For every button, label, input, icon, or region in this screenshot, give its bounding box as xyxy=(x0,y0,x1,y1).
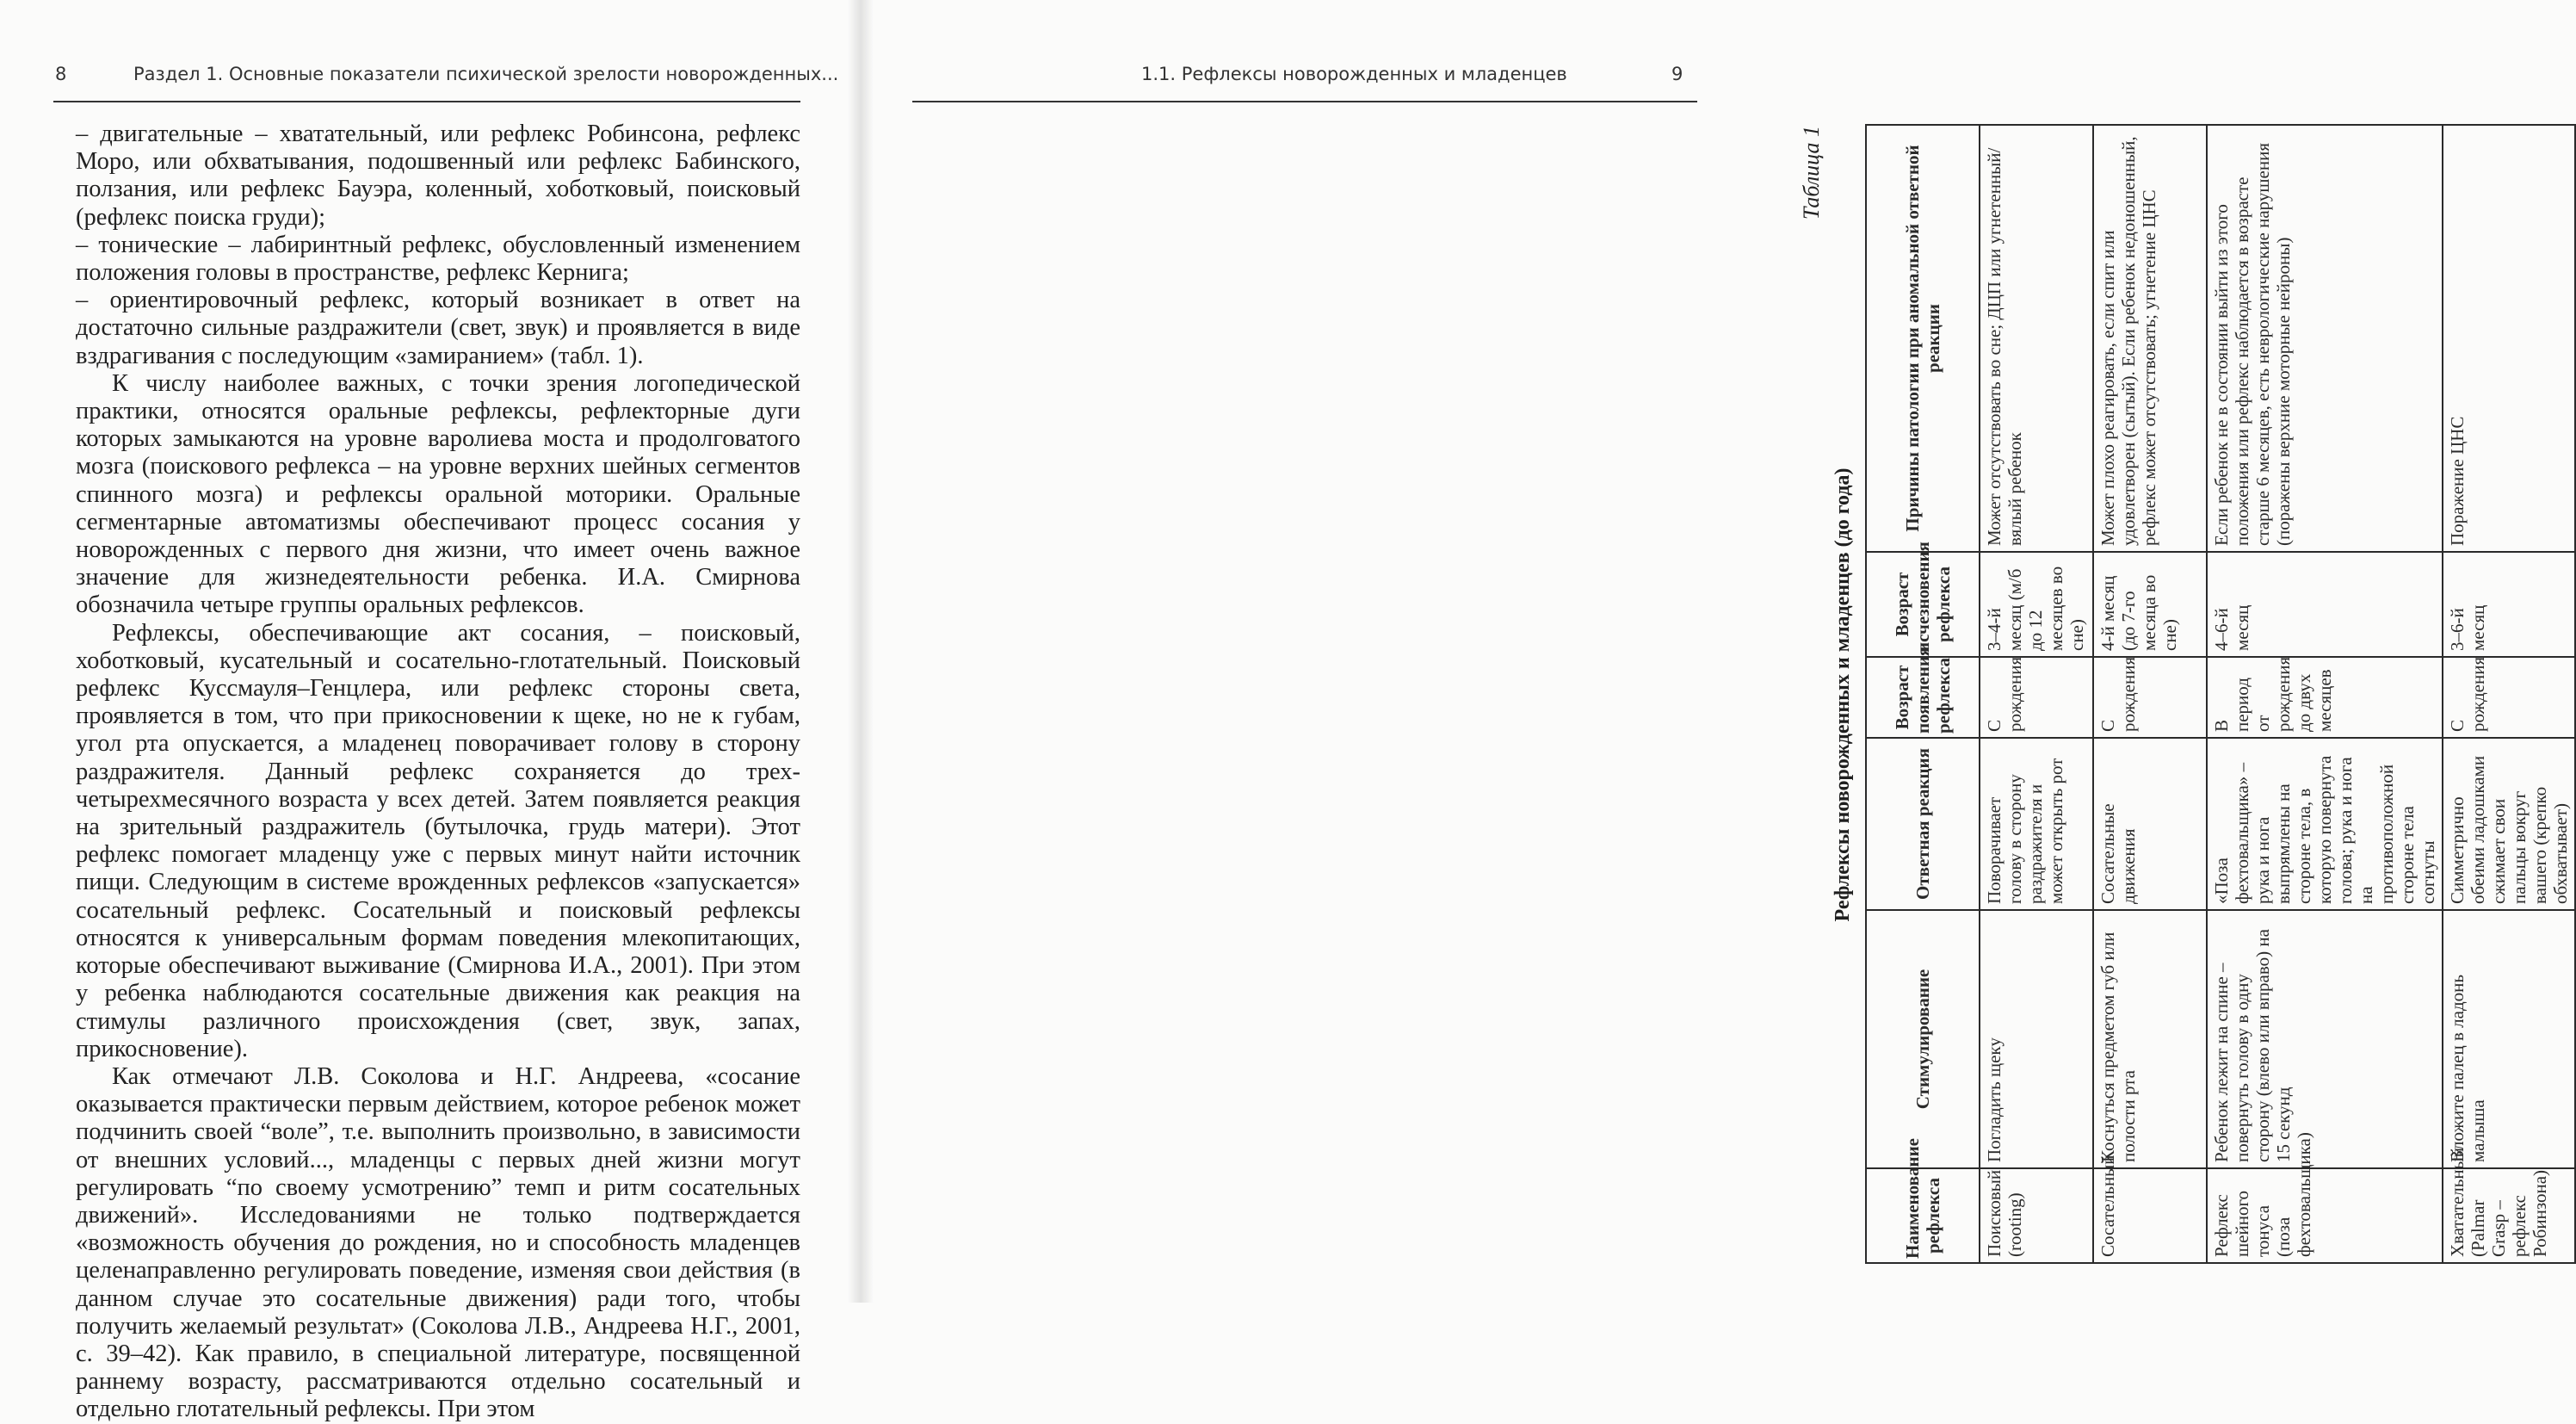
table-cell: Может отсутствовать во сне; ДЦП или угнетенный/вялый ребенок xyxy=(1980,125,2093,552)
table-header-row xyxy=(1866,125,1980,1263)
paragraph: – двигательные – хватательный, или рефлекс Робинсона, рефлекс Моро, или обхватывания, подошвенный или рефлекс Бабинского, ползания, или рефлекс Бауэра, коленный, хоботковый, поисковый (рефлекс поиска груди); xyxy=(76,121,800,231)
table-title: Рефлексы новорожденных и младенцев (до года) xyxy=(1832,467,1854,922)
paragraph: – ориентировочный рефлекс, который возникает в ответ на достаточно сильные раздражители (свет, звук) и проявляется в виде вздрагивания с последующим «замиранием» (табл. 1). xyxy=(76,287,800,369)
reflex-table xyxy=(1865,124,2576,1264)
paragraph: – тонические – лабиринтный рефлекс, обусловленный изменением положения головы в пространстве, рефлекс Кернига; xyxy=(76,231,800,287)
table-caption: Таблица 1 xyxy=(1799,126,1824,220)
table-cell: Сосательный xyxy=(2093,1168,2207,1263)
table-cell: Поисковый (rooting) xyxy=(1980,1168,2093,1263)
paragraph: К числу наиболее важных, с точки зрения логопедической практики, относятся оральные рефлексы, рефлекторные дуги которых замыкаются на уровне варолиева моста и продолговатого мозга (поискового рефлекса – на уровне верхних шейных сегментов спинного мозга) и рефлексы оральной моторики. Оральные сегментарные автоматизмы обеспечивают процесс сосания у новорожденных с первого дня жизни, что имеет очень важное значение для жизнедеятельности ребенка. И.А. Смирнова обозначила четыре группы оральных рефлексов. xyxy=(76,369,800,619)
table-cell: Рефлекс шейного тонуса (поза фехтовальщика) xyxy=(2207,1168,2443,1263)
table-cell: С рождения xyxy=(1980,657,2093,738)
table-cell: Хватательный (Palmar Grasp – рефлекс Робинзона) xyxy=(2443,1168,2575,1263)
right-running-head: 1.1. Рефлексы новорожденных и младенцев xyxy=(1141,64,1567,84)
table-row xyxy=(1980,125,2093,1263)
table-cell: 4–6-й месяц xyxy=(2207,552,2443,657)
header-stimulus: Стимулирование xyxy=(1866,910,1980,1168)
left-page-number: 8 xyxy=(55,64,67,84)
right-page-number: 9 xyxy=(1671,64,1683,84)
table-cell: Ребенок лежит на спине – повернуть голову в одну сторону (влево или вправо) на 15 секунд xyxy=(2207,910,2443,1168)
table-cell: Коснуться предметом губ или полости рта xyxy=(2093,910,2207,1168)
table-cell: Симметрично обеими ладошками сжимает свои пальцы вокруг вашего (крепко обхватывает) xyxy=(2443,738,2575,910)
paragraph: Как отмечают Л.В. Соколова и Н.Г. Андреева, «сосание оказывается практически первым действием, которое ребенок может подчинить своей “воле”, т.е. выполнить произвольно, в зависимости от внешних условий..., младенцы с первых дней жизни могут регулировать “по своему усмотрению” темп и ритм сосательных движений». Исследованиями не только подтверждается «возможность обучения до рождения, но и способность младенцев целенаправленно регулировать поведение, изменяя свои действия (в данном случае это сосательные движения) ради того, чтобы получить желаемый результат» (Соколова Л.В., Андреева Н.Г., 2001, с. 39–42). Как правило, в специальной литературе, посвященной раннему возрасту, рассматриваются отдельно сосательный и отдельно глотательный рефлексы. При этом xyxy=(76,1062,800,1423)
table-cell: С рождения xyxy=(2093,657,2207,738)
table-cell: Поворачивает голову в сторону раздражителя и может открыть рот xyxy=(1980,738,2093,910)
table-row xyxy=(2443,125,2575,1263)
left-header-rule xyxy=(53,101,800,102)
table-cell: Сосательные движения xyxy=(2093,738,2207,910)
table-row xyxy=(2093,125,2207,1263)
left-body-text xyxy=(76,121,800,1424)
table-cell: 4-й месяц (до 7-го месяца во сне) xyxy=(2093,552,2207,657)
right-header-rule xyxy=(912,101,1697,102)
header-age-appear: Возраст появления рефлекса xyxy=(1866,657,1980,738)
table-cell: Если ребенок не в состоянии выйти из этого положения или рефлекс наблюдается в возрасте старше 6 месяцев, есть неврологические нарушения (поражены верхние моторные нейроны) xyxy=(2207,125,2443,552)
left-page xyxy=(0,0,852,1423)
table-cell: Вложите палец в ладонь малыша xyxy=(2443,910,2575,1168)
table-cell: 3–4-й месяц (м/б до 12 месяцев во сне) xyxy=(1980,552,2093,657)
table-cell: С рождения xyxy=(2443,657,2575,738)
table-cell: Поражение ЦНС xyxy=(2443,125,2575,552)
table-cell: 3–6-й месяц xyxy=(2443,552,2575,657)
left-running-head: Раздел 1. Основные показатели психической зрелости новорожденных... xyxy=(133,64,839,84)
header-name: Наименование рефлекса xyxy=(1866,1168,1980,1263)
table-row xyxy=(2207,125,2443,1263)
header-age-disappear: Возраст исчезновения рефлекса xyxy=(1866,552,1980,657)
header-pathology: Причины патологии при аномальной ответной реакции xyxy=(1866,125,1980,552)
paragraph: Рефлексы, обеспечивающие акт сосания, – поисковый, хоботковый, кусательный и сосательно-глотательный. Поисковый рефлекс Куссмауля–Генцлера, или рефлекс стороны света, проявляется в том, что при прикосновении к щеке, но не к губам, угол рта опускается, а младенец поворачивает голову в сторону раздражителя. Данный рефлекс сохраняется до трех-четырехмесячного возраста у всех детей. Затем появляется реакция на зрительный раздражитель (бутылочка, грудь матери). Этот рефлекс помогает младенцу уже с первых минут найти источник пищи. Следующим в системе врожденных рефлексов «запускается» сосательный рефлекс. Сосательный и поисковый рефлексы относятся к универсальным формам поведения млекопитающих, которые обеспечивают выживание (Смирнова И.А., 2001). При этом у ребенка наблюдаются сосательные движения как реакция на стимулы различного происхождения (свет, звук, запах, прикосновение). xyxy=(76,619,800,1062)
table-cell: Погладить щеку xyxy=(1980,910,2093,1168)
right-page xyxy=(869,0,2571,1303)
table-cell: В период от рождения до двух месяцев xyxy=(2207,657,2443,738)
table-cell: «Поза фехтовальщика» – рука и нога выпрямлены на стороне тела, в которую повернута голова; рука и нога на противоположной стороне тела согнуты xyxy=(2207,738,2443,910)
header-response: Ответная реакция xyxy=(1866,738,1980,910)
table-cell: Может плохо реагировать, если спит или удовлетворен (сытый). Если ребенок недоношенный, рефлекс может отсутствовать; угнетение ЦНС xyxy=(2093,125,2207,552)
